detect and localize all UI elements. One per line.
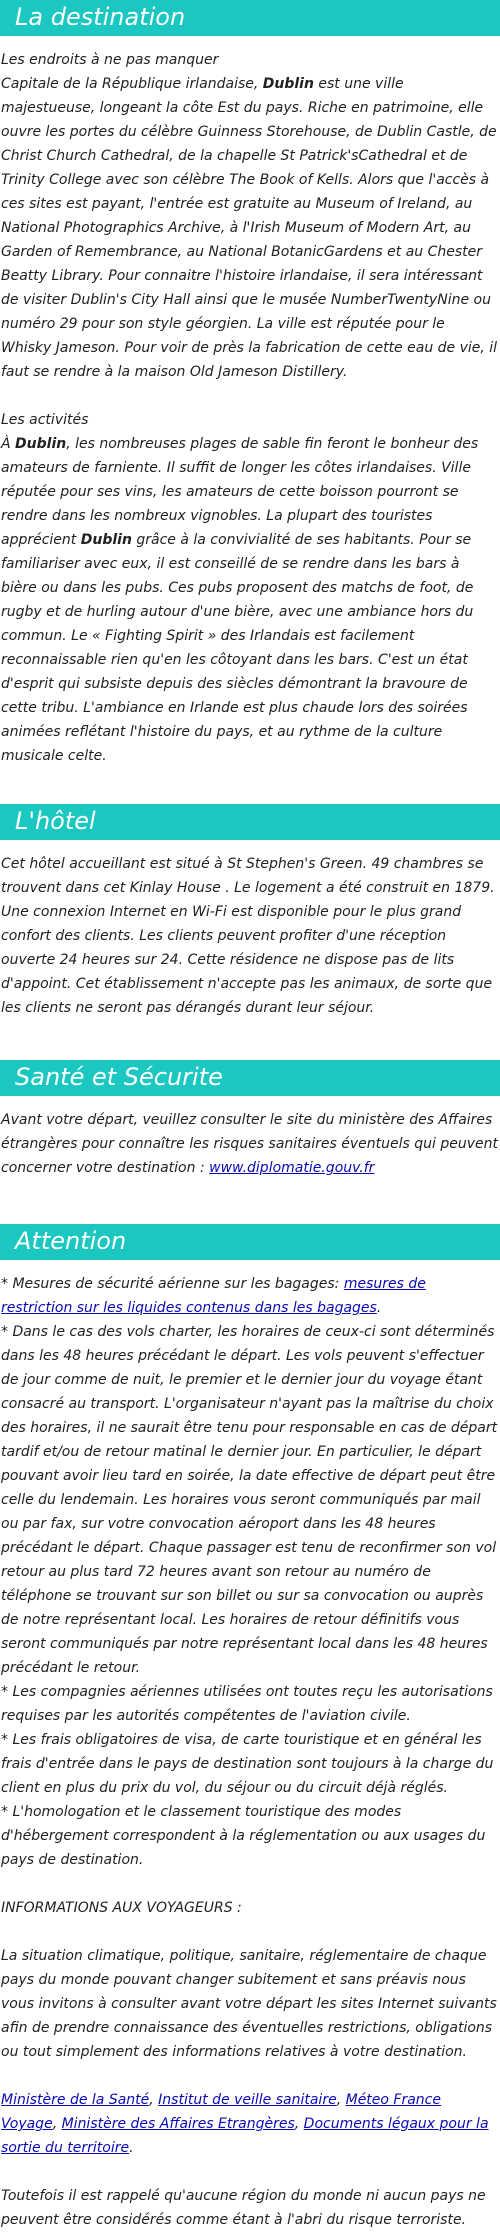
section-destination xyxy=(0,0,500,40)
attention-item-bagages xyxy=(1,1272,499,1320)
attention-item-compagnies: * Les compagnies aériennes utilisées ont toutes reçu les autorisations requises par les autorités compétentes de l'aviation civile. xyxy=(1,1684,493,1724)
info-paragraph: La situation climatique, politique, sanitaire, réglementaire de chaque pays du monde pouvant changer subitement et sans préavis nous vous invitons à consulter avant votre départ les sites Internet suivants afin de prendre connaissance des éventuelles restrictions, obligations ou tout simplement des informations relatives à votre destination. xyxy=(1,1948,497,2060)
health-paragraph xyxy=(1,1108,499,1180)
activities-bold-dublin-1: Dublin xyxy=(15,436,67,452)
places-heading: Les endroits à ne pas manquer xyxy=(1,52,219,68)
link-separator: , xyxy=(336,2092,346,2108)
spacer xyxy=(1,384,499,408)
places-bold-dublin: Dublin xyxy=(262,76,314,92)
section-title-attention: Attention xyxy=(0,1224,500,1260)
link-separator: , xyxy=(294,2116,304,2132)
section-attention xyxy=(0,1224,500,1260)
places-paragraph xyxy=(1,72,499,384)
info-heading: INFORMATIONS AUX VOYAGEURS : xyxy=(1,1900,242,1916)
link-separator: , xyxy=(52,2116,62,2132)
link-separator: , xyxy=(149,2092,159,2108)
section-title-hotel: L'hôtel xyxy=(0,804,500,840)
section-title-destination: La destination xyxy=(0,0,500,36)
hotel-paragraph: Cet hôtel accueillant est situé à St Stephen's Green. 49 chambres se trouvent dans cet Kinlay House . Le logement a été construit en 1879. Une connexion Internet en Wi-Fi est disponible pour le plus grand confort des clients. Les clients peuvent profiter d'une réception ouverte 24 heures sur 24. Cette résidence ne dispose pas de lits d'appoint. Cet établissement n'accepte pas les animaux, de sorte que les clients ne seront pas dérangés durant leur séjour. xyxy=(1,856,495,1016)
places-text-2: est une ville majestueuse, longeant la côte Est du pays. Riche en patrimoine, elle ouvre les portes du célèbre Guinness Storehouse, de Dublin Castle, de Christ Church Cathedral, de la chapelle St Patrick'sCathedral et de Trinity College avec son célèbre The Book of Kells. Alors que l'accès à ces sites est payant, l'entrée est gratuite au Museum of Ireland, au National Photographics Archive, à l'Irish Museum of Modern Art, au Garden of Remembrance, au National BotanicGardens et au Chester Beatty Library. Pour connaitre l'histoire irlandaise, il sera intéressant de visiter Dublin's City Hall ainsi que le musée NumberTwentyNine ou numéro 29 pour son style géorgien. La ville est réputée pour le Whisky Jameson. Pour voir de près la fabrication de cette eau de vie, il faut se rendre à la maison Old Jameson Distillery. xyxy=(1,76,498,380)
section-health xyxy=(0,1060,500,1096)
links-end: . xyxy=(129,2140,134,2156)
places-text-1: Capitale de la République irlandaise, xyxy=(1,76,263,92)
link-meteo-france[interactable]: Méteo France Voyage xyxy=(1,2092,441,2132)
attention-item-visa: * Les frais obligatoires de visa, de carte touristique et en général les frais d'entrée dans le pays de destination sont toujours à la charge du client en plus du prix du vol, du séjour ou du circuit déjà réglés. xyxy=(1,1732,494,1796)
activities-paragraph xyxy=(1,432,499,768)
section-hotel xyxy=(0,804,500,840)
section-title-health: Santé et Sécurite xyxy=(0,1060,500,1096)
spacer xyxy=(1,2064,499,2088)
link-documents-legaux[interactable]: Documents légaux pour la sortie du territoire xyxy=(1,2116,489,2156)
activities-text-2: , les nombreuses plages de sable fin feront le bonheur des amateurs de farniente. Il suffit de longer les côtes irlandaises. Ville réputée pour ses vins, les amateurs de cette boisson pourront se rendre dans les nombreux vignobles. La plupart des touristes apprécient xyxy=(1,436,479,548)
attention-item-charter: * Dans le cas des vols charter, les horaires de ceux-ci sont déterminés dans les 48 heures précédant le départ. Les vols peuvent s'effectuer de jour comme de nuit, le premier et le dernier jour du voyage étant consacré au transport. L'organisateur n'ayant pas la maîtrise du choix des horaires, il ne saurait être tenu pour responsable en cas de départ tardif et/ou de retour matinal le dernier jour. En particulier, le départ pouvant avoir lieu tard en soirée, la date effective de départ peut être celle du lendemain. Les horaires vous seront communiqués par mail ou par fax, sur votre convocation aéroport dans les 48 heures précédant le départ. Chaque passager est tenu de reconfirmer son vol retour au plus tard 72 heures avant son retour au numéro de téléphone se trouvant sur son billet ou sur sa convocation ou auprès de notre représentant local. Les horaires de retour définitifs vous seront communiqués par notre représentant local dans les 48 heures précédant le retour. xyxy=(1,1324,498,1676)
activities-text-1: À xyxy=(1,436,16,452)
link-affaires-etrangeres[interactable]: Ministère des Affaires Etrangères xyxy=(61,2116,295,2132)
final-paragraph: Toutefois il est rappelé qu'aucune région du monde ni aucun pays ne peuvent être considérés comme étant à l'abri du risque terroriste. xyxy=(1,2188,486,2228)
activities-bold-dublin-2: Dublin xyxy=(80,532,132,548)
item1-text: * Mesures de sécurité aérienne sur les bagages: xyxy=(1,1276,344,1292)
item1-end: . xyxy=(376,1300,382,1316)
activities-heading: Les activités xyxy=(1,412,89,428)
attention-item-homologation: * L'homologation et le classement touristique des modes d'hébergement correspondent à la réglementation ou aux usages du pays de destination. xyxy=(1,1804,486,1868)
attention-body xyxy=(0,1272,500,2232)
hotel-body xyxy=(0,852,500,1020)
activities-text-3: grâce à la convivialité de ses habitants. Pour se familiariser avec eux, il est conseillé de se rendre dans les bars à bière ou dans les pubs. Ces pubs proposent des matchs de foot, de rugby et de hurling autour d'une bière, avec une ambiance hors du commun. Le « Fighting Spirit » des Irlandais est facilement reconnaissable rien qu'en les côtoyant dans les bars. C'est un état d'esprit qui subsiste depuis des siècles démontrant la bravoure de cette tribu. L'ambiance en Irlande est plus chaude lors des soirées animées reflétant l'histoire du pays, et au rythme de la culture musicale celte. xyxy=(1,532,474,764)
diplomatie-link[interactable]: www.diplomatie.gouv.fr xyxy=(209,1160,375,1176)
spacer xyxy=(1,1872,499,1896)
spacer xyxy=(1,2160,499,2184)
link-ministere-sante[interactable]: Ministère de la Santé xyxy=(1,2092,150,2108)
info-links xyxy=(1,2088,499,2160)
health-body xyxy=(0,1108,500,1180)
spacer xyxy=(1,1920,499,1944)
destination-body xyxy=(0,48,500,768)
health-text: Avant votre départ, veuillez consulter le site du ministère des Affaires étrangères pour connaître les risques sanitaires éventuels qui peuvent concerner votre destination : xyxy=(1,1112,498,1176)
link-veille-sanitaire[interactable]: Institut de veille sanitaire xyxy=(158,2092,337,2108)
liquides-link[interactable]: mesures de restriction sur les liquides contenus dans les bagages xyxy=(1,1276,426,1316)
